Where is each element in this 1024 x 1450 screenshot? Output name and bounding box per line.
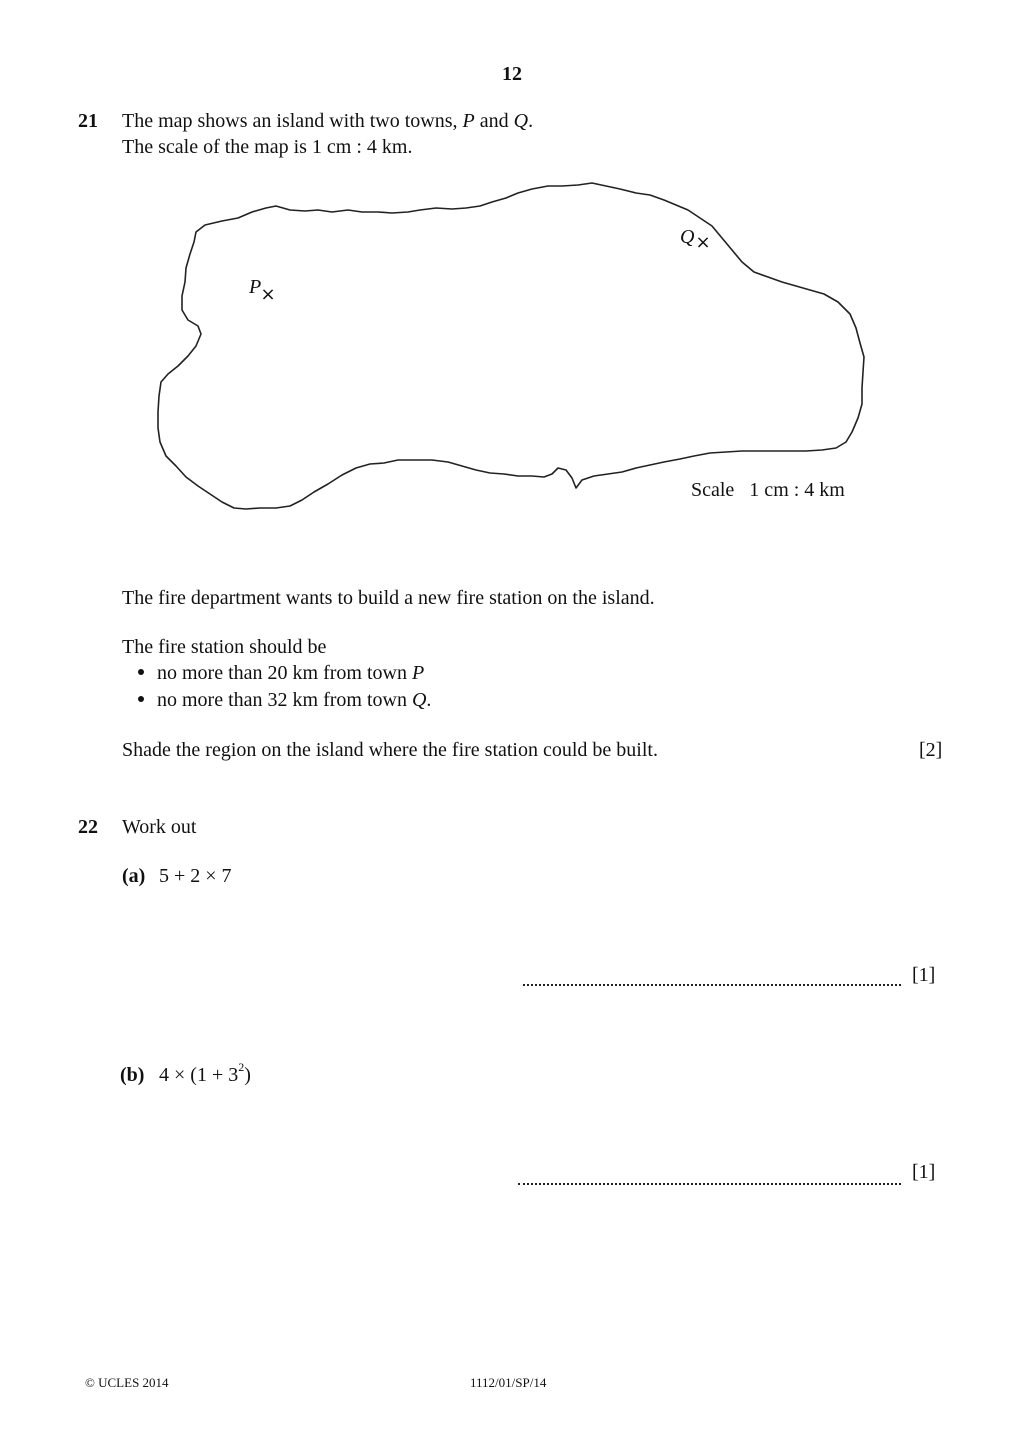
question-21-intro-line2: The scale of the map is 1 cm : 4 km. [122,136,413,158]
question-21-number: 21 [78,110,98,132]
part-b-expr-before: 4 × (1 + 3 [159,1064,239,1086]
part-b-expression [159,1060,251,1087]
footer-paper-code: 1112/01/SP/14 [470,1375,547,1390]
question-21-instruction: Shade the region on the island where the fire station could be built. [122,739,658,761]
town-q-ref: Q [513,110,529,132]
town-q-label: Q [680,226,695,248]
bullet-1-town: P [411,662,425,684]
bullet-1-text: no more than 20 km from town [157,662,412,684]
question-21-paragraph-1: The fire department wants to build a new fire station on the island. [122,587,655,609]
town-p-marker: × [260,284,276,305]
bullet-2-text: no more than 32 km from town [157,689,412,711]
part-b-marks: [1] [912,1161,936,1183]
intro-text-after: . [528,110,534,132]
intro-text-before: The map shows an island with two towns, [122,110,463,132]
question-22-title: Work out [122,816,197,838]
town-q-marker: × [695,232,711,253]
part-b-exponent: 2 [238,1060,245,1074]
part-b-label: (b) [120,1064,145,1086]
question-22-number: 22 [78,816,98,838]
bullet-dot [138,696,144,702]
part-a-answer-line[interactable] [523,984,901,986]
condition-bullet-2 [138,689,431,712]
intro-text-middle: and [474,110,514,132]
condition-bullet-1 [138,662,424,685]
part-a-expression: 5 + 2 × 7 [159,865,232,887]
question-21-paragraph-2: The fire station should be [122,636,327,658]
island-map [0,0,1024,560]
island-outline [158,183,864,509]
page-number: 12 [502,63,522,85]
footer-copyright: © UCLES 2014 [85,1375,169,1390]
part-b-answer-line[interactable] [518,1183,901,1185]
part-a-label: (a) [122,865,146,887]
bullet-dot [138,669,144,675]
bullet-2-after: . [426,689,432,711]
town-p-label: P [249,276,262,298]
bullet-2-town: Q [411,689,427,711]
town-p-ref: P [462,110,475,132]
question-21-marks: [2] [919,739,943,761]
map-scale-label: Scale 1 cm : 4 km [691,479,845,501]
part-a-marks: [1] [912,964,936,986]
part-b-expr-after: ) [244,1064,251,1086]
